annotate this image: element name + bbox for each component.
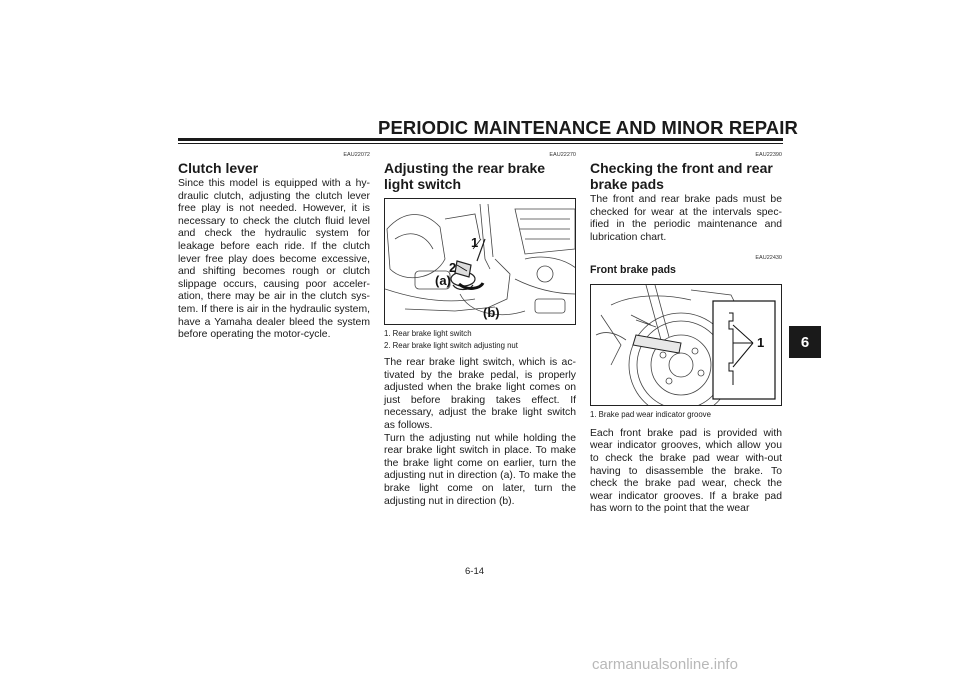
label-2: 2 — [449, 260, 457, 275]
label-1: 1 — [757, 335, 765, 351]
chapter-tab: 6 — [789, 326, 821, 358]
callout-item: 1. Rear brake light switch — [384, 329, 472, 338]
label-a: (a) — [435, 273, 451, 288]
brake-pads-drawing — [591, 285, 782, 406]
section-heading: Clutch lever — [178, 160, 259, 176]
brake-pads-section — [590, 152, 782, 516]
section-body: The rear brake light switch, which is ac-tivated by the brake pedal, is properly adjusted when the brake light comes on just before braking takes effect. If necessary, adjust the brake light switch as follows. — [384, 357, 576, 431]
subsection-code: EAU22430 — [755, 255, 782, 262]
header-rule-thin — [178, 143, 783, 144]
brake-pads-illustration — [590, 284, 782, 406]
watermark: carmanualsonline.info — [592, 656, 738, 673]
section-body: The front and rear brake pads must be checked for wear at the intervals spec-ified in the periodic maintenance and lubrication chart. — [590, 194, 782, 243]
section-code: EAU22270 — [549, 152, 576, 158]
section-body: Turn the adjusting nut while holding the rear brake light switch in place. To make the brake light come on earlier, turn the adjusting nut in direction (a). To make the brake light come on later, turn the adjusting nut in direction (b). — [384, 432, 576, 507]
figure-callouts — [384, 328, 576, 351]
section-code: EAU22072 — [343, 152, 370, 158]
page-number: 6-14 — [465, 566, 485, 577]
label-1: 1 — [471, 235, 479, 250]
page-title: PERIODIC MAINTENANCE AND MINOR REPAIR — [378, 117, 798, 138]
callout-item: 2. Rear brake light switch adjusting nut — [384, 340, 518, 350]
section-code: EAU22390 — [755, 152, 782, 158]
brake-switch-illustration — [384, 198, 576, 325]
label-b: (b) — [483, 305, 500, 320]
section-body: Since this model is equipped with a hy-draulic clutch, adjusting the clutch lever free play is not needed. However, it is necessary to check the clutch fluid level and check the hydraulic system for leakage before each ride. If the clutch lever free play does become excessive, and shifting becomes rough or clutch slippage occurs, causing poor acceler-ation, there may be air in the clutch sys-tem. If there is air in the hydraulic system, have a Yamaha dealer bleed the system before operating the motor-cycle. — [178, 178, 370, 341]
subsection-heading: Front brake pads — [590, 264, 676, 277]
brake-light-switch-section — [384, 152, 576, 508]
figure-callouts — [590, 409, 782, 421]
clutch-lever-section — [178, 152, 370, 342]
brake-switch-drawing — [385, 199, 576, 325]
section-heading: Adjusting the rear brake light switch — [384, 160, 546, 192]
callout-item: 1. Brake pad wear indicator groove — [590, 410, 711, 420]
section-body: Each front brake pad is provided with wear indicator grooves, which allow you to check the brake pad wear with-out having to disassemble the brake. To check the brake pad wear, check the wear indicator grooves. If a brake pad has worn to the point that the wear — [590, 427, 782, 515]
header-rule-thick — [178, 138, 783, 141]
section-heading: Checking the front and rear brake pads — [590, 160, 773, 192]
